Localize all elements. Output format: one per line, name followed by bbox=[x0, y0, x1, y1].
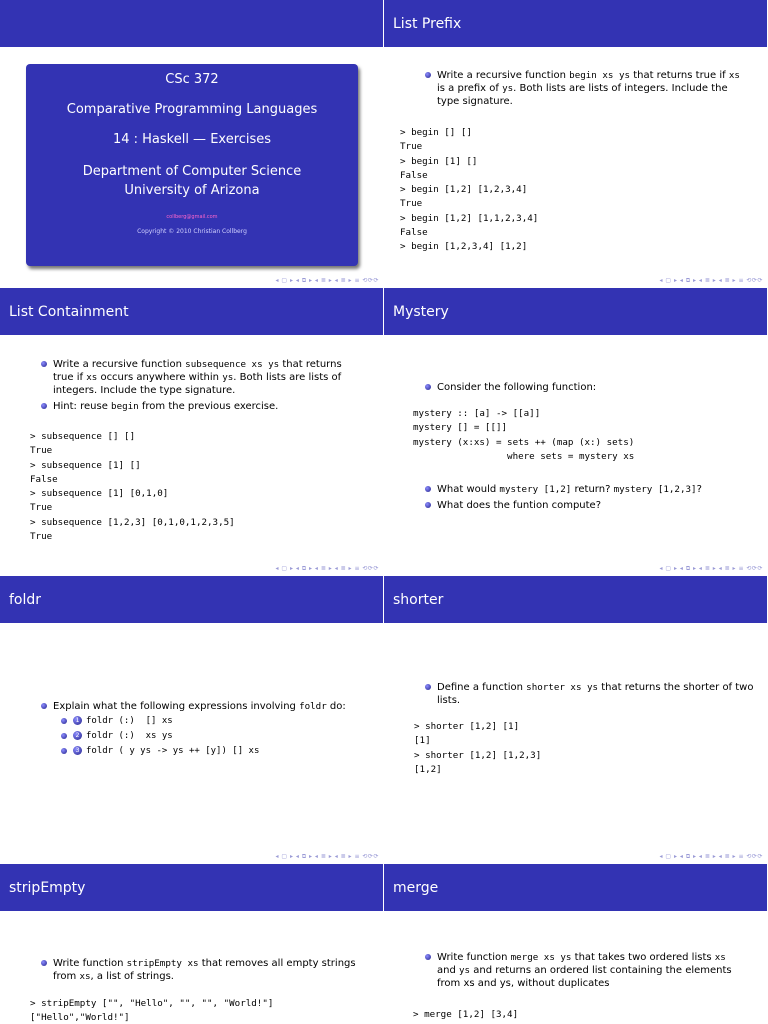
slide-header bbox=[384, 288, 767, 335]
slide-header bbox=[0, 576, 383, 623]
bullet-item bbox=[425, 69, 741, 108]
list-item bbox=[61, 745, 361, 757]
text: that returns the shorter of two lists. bbox=[437, 682, 754, 706]
text: that removes all empty strings from bbox=[53, 958, 356, 982]
slide-title: Mystery bbox=[393, 303, 449, 320]
course-name: Comparative Programming Languages bbox=[66, 102, 318, 117]
text: do: bbox=[326, 701, 346, 712]
text: that returns true if bbox=[630, 70, 729, 81]
text: occurs anywhere within bbox=[97, 372, 223, 383]
slide-body bbox=[0, 623, 383, 851]
text: and returns an ordered list containing the elements from xs and ys, without duplicates bbox=[437, 965, 732, 989]
slide-title: merge bbox=[393, 879, 439, 896]
bullet-list bbox=[425, 951, 741, 993]
bullet-list bbox=[425, 69, 741, 111]
item-number: 1 bbox=[73, 716, 82, 725]
text: that returns true if bbox=[53, 359, 342, 383]
bullet-list bbox=[425, 381, 741, 397]
slide-foldr bbox=[0, 576, 383, 863]
text: Write a recursive function bbox=[53, 359, 186, 370]
text: Explain what the following expressions involving bbox=[53, 701, 300, 712]
beamer-nav-controls[interactable]: ◂ ▢ ▸ ◂ ⧉ ▸ ◂ ≣ ▸ ◂ ≣ ▸ ≡ ⟲⟳⟳ bbox=[659, 853, 763, 860]
slide-strip-empty bbox=[0, 864, 383, 1024]
bullet-item bbox=[41, 400, 353, 413]
beamer-nav-controls[interactable]: ◂ ▢ ▸ ◂ ⧉ ▸ ◂ ≣ ▸ ◂ ≣ ▸ ≡ ⟲⟳⟳ bbox=[275, 277, 379, 284]
code-example: > stripEmpty ["", "Hello", "", "", "World!"] ["Hello","World!"] bbox=[30, 998, 274, 1024]
slide-title: foldr bbox=[9, 591, 42, 608]
slide-title: List Prefix bbox=[393, 15, 462, 32]
list-item bbox=[61, 715, 361, 727]
bullet-item bbox=[41, 358, 353, 397]
numbered-list bbox=[61, 715, 361, 757]
slide-header bbox=[384, 576, 767, 623]
bullet-item bbox=[425, 483, 755, 496]
beamer-nav-controls[interactable]: ◂ ▢ ▸ ◂ ⧉ ▸ ◂ ≣ ▸ ◂ ≣ ▸ ≡ ⟲⟳⟳ bbox=[275, 853, 379, 860]
text: from the previous exercise. bbox=[138, 401, 279, 412]
slide-body bbox=[384, 335, 767, 563]
code-example: > begin [] [] True > begin [1] [] False > begin [1,2] [1,2,3,4] True > begin [1,2] [1,1,2,3,4] False > begin [1,2,3,4] [1,2] bbox=[400, 127, 539, 253]
slide-list-containment bbox=[0, 288, 383, 575]
bullet-item: Consider the following function: bbox=[425, 381, 741, 394]
slide-header bbox=[0, 0, 383, 47]
slide-list-prefix bbox=[384, 0, 767, 287]
code-inline: xs bbox=[79, 971, 91, 982]
code-inline: begin xs ys bbox=[569, 70, 631, 81]
bullet-list bbox=[41, 358, 353, 416]
list-item bbox=[61, 730, 361, 742]
slide-shorter bbox=[384, 576, 767, 863]
text: . Both lists are lists of integers. Include the type signature. bbox=[437, 83, 728, 107]
code-inline: ys bbox=[459, 965, 471, 976]
bullet-item bbox=[41, 957, 361, 983]
slide-body bbox=[384, 911, 767, 1020]
title-slide bbox=[0, 0, 383, 287]
code-inline: shorter xs ys bbox=[526, 682, 599, 693]
code-inline: ys bbox=[502, 83, 514, 94]
course-code: CSc 372 bbox=[165, 72, 219, 87]
code-inline: foldr (:) xs ys bbox=[86, 731, 173, 741]
code-inline: stripEmpty xs bbox=[126, 958, 199, 969]
department bbox=[26, 162, 358, 200]
code-inline: subsequence xs ys bbox=[185, 359, 280, 370]
bullet-item bbox=[425, 681, 755, 707]
code-inline: foldr ( y ys -> ys ++ [y]) [] xs bbox=[86, 746, 260, 756]
slide-body bbox=[0, 911, 383, 1024]
lecture-title: 14 : Haskell — Exercises bbox=[112, 132, 272, 147]
university-line: University of Arizona bbox=[124, 183, 260, 198]
copyright-text: Copyright © 2010 Christian Collberg bbox=[137, 228, 247, 235]
bullet-list bbox=[425, 483, 755, 515]
slide-header bbox=[384, 864, 767, 911]
code-example: > merge [1,2] [3,4] bbox=[413, 1009, 519, 1020]
department-line: Department of Computer Science bbox=[82, 164, 302, 179]
code-inline: merge xs ys bbox=[510, 952, 572, 963]
item-number: 3 bbox=[73, 746, 82, 755]
slide-merge bbox=[384, 864, 767, 1024]
text: Define a function bbox=[437, 682, 527, 693]
slide-title: stripEmpty bbox=[9, 879, 86, 896]
beamer-nav-controls[interactable]: ◂ ▢ ▸ ◂ ⧉ ▸ ◂ ≣ ▸ ◂ ≣ ▸ ≡ ⟲⟳⟳ bbox=[659, 277, 763, 284]
code-example: > subsequence [] [] True > subsequence [1] [] False > subsequence [1] [0,1,0] True > subsequence [1,2,3] [0,1,0,1,2,3,5] True bbox=[30, 431, 235, 543]
slide-header bbox=[384, 0, 767, 47]
code-example: mystery :: [a] -> [[a]] mystery [] = [[]] mystery (x:xs) = sets ++ (map (x:) sets) where sets = mystery xs bbox=[413, 408, 635, 462]
code-example: > shorter [1,2] [1] [1] > shorter [1,2] [1,2,3] [1,2] bbox=[414, 721, 542, 775]
bullet-item bbox=[425, 951, 741, 990]
code-inline: mystery [1,2,3] bbox=[613, 484, 697, 495]
slide-title: List Containment bbox=[9, 303, 129, 320]
item-number: 2 bbox=[73, 731, 82, 740]
slide-mystery bbox=[384, 288, 767, 575]
text: that takes two ordered lists bbox=[571, 952, 715, 963]
text: ? bbox=[696, 484, 702, 495]
code-inline: xs bbox=[86, 372, 98, 383]
code-inline: begin bbox=[111, 401, 139, 412]
code-inline: ys bbox=[222, 372, 234, 383]
title-box bbox=[26, 64, 358, 266]
text: Write a recursive function bbox=[437, 70, 570, 81]
slide-body bbox=[384, 623, 767, 851]
beamer-nav-controls[interactable]: ◂ ▢ ▸ ◂ ⧉ ▸ ◂ ≣ ▸ ◂ ≣ ▸ ≡ ⟲⟳⟳ bbox=[659, 565, 763, 572]
text: Write function bbox=[437, 952, 511, 963]
slide-body bbox=[0, 335, 383, 563]
code-inline: xs bbox=[714, 952, 726, 963]
slide-title: shorter bbox=[393, 591, 444, 608]
bullet-item: What does the funtion compute? bbox=[425, 499, 755, 512]
author-email-link[interactable]: collberg@gmail.com bbox=[166, 214, 218, 220]
text: and bbox=[437, 965, 459, 976]
text: return? bbox=[571, 484, 614, 495]
text: is a prefix of bbox=[437, 83, 503, 94]
code-inline: foldr (:) [] xs bbox=[86, 716, 173, 726]
text: . Both lists are lists of integers. Include the type signature. bbox=[53, 372, 342, 396]
bullet-list bbox=[425, 681, 755, 710]
text: Hint: reuse bbox=[53, 401, 112, 412]
beamer-nav-controls[interactable]: ◂ ▢ ▸ ◂ ⧉ ▸ ◂ ≣ ▸ ◂ ≣ ▸ ≡ ⟲⟳⟳ bbox=[275, 565, 379, 572]
code-inline: xs bbox=[728, 70, 740, 81]
bullet-list bbox=[41, 957, 361, 986]
slide-header bbox=[0, 864, 383, 911]
bullet-list bbox=[41, 700, 361, 760]
text: What would bbox=[437, 484, 500, 495]
code-inline: foldr bbox=[299, 701, 327, 712]
bullet-item bbox=[41, 700, 361, 757]
code-inline: mystery [1,2] bbox=[499, 484, 572, 495]
text: , a list of strings. bbox=[90, 971, 174, 982]
slide-body bbox=[384, 47, 767, 275]
text: Write function bbox=[53, 958, 127, 969]
slide-header bbox=[0, 288, 383, 335]
